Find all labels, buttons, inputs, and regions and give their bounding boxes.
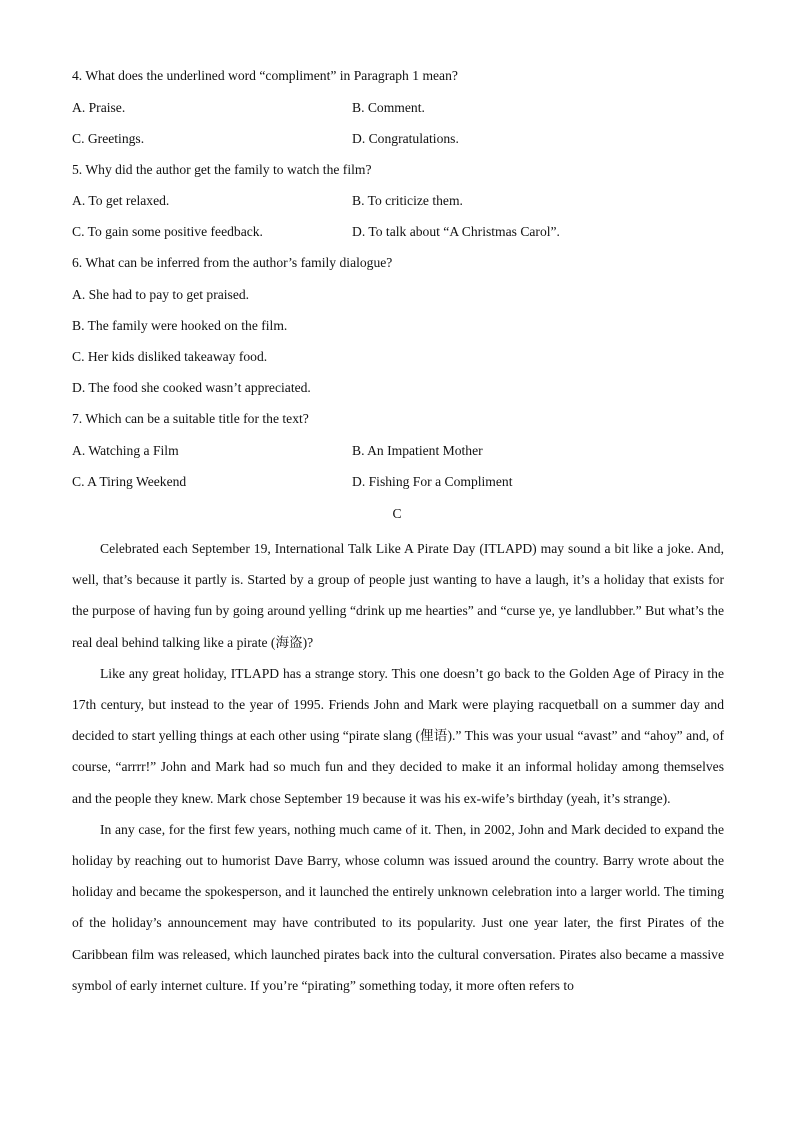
question-5-stem: 5. Why did the author get the family to watch the film? — [72, 162, 372, 177]
option-a: A. Watching a Film — [72, 443, 179, 458]
question-7-options-row-1 — [72, 441, 732, 461]
option-d: D. Fishing For a Compliment — [352, 474, 513, 489]
option-c: C. A Tiring Weekend — [72, 474, 187, 489]
option-b: B. Comment. — [352, 100, 425, 115]
option-c: C. Greetings. — [72, 131, 145, 146]
option-a: A. She had to pay to get praised. — [72, 287, 250, 302]
question-4-options-row-1 — [72, 98, 732, 118]
question-6-stem: 6. What can be inferred from the author’s family dialogue? — [72, 255, 393, 270]
option-b: B. To criticize them. — [352, 193, 463, 208]
passage-c — [72, 533, 724, 1001]
section-heading: C — [392, 506, 402, 521]
question-7-stem: 7. Which can be a suitable title for the text? — [72, 411, 309, 426]
option-d: D. To talk about “A Christmas Carol”. — [352, 224, 560, 239]
option-d: D. Congratulations. — [352, 131, 459, 146]
question-7-options-row-2 — [72, 472, 732, 492]
option-b: B. An Impatient Mother — [352, 443, 483, 458]
option-b: B. The family were hooked on the film. — [72, 318, 288, 333]
option-c: C. To gain some positive feedback. — [72, 224, 263, 239]
passage-paragraph-1: Celebrated each September 19, International Talk Like A Pirate Day (ITLAPD) may sound a bit like a joke. And, well, that’s because it partly is. Started by a group of people just wanting to have a laugh, it’s a holiday that exists for the purpose of having fun by going around yelling “drink up me hearties” and “curse ye, ye landlubber.” But what’s the real deal behind talking like a pirate (海盗)? — [72, 541, 724, 650]
option-d: D. The food she cooked wasn’t appreciated. — [72, 380, 311, 395]
question-4-options-row-2 — [72, 129, 732, 149]
option-a: A. Praise. — [72, 100, 126, 115]
passage-paragraph-3: In any case, for the first few years, nothing much came of it. Then, in 2002, John and Mark decided to expand the holiday by reaching out to humorist Dave Barry, whose column was issued around the country. Barry wrote about the holiday and became the spokesperson, and it launched the entirely unknown celebration into a larger world. The timing of the holiday’s announcement may have contributed to its popularity. Just one year later, the first Pirates of the Caribbean film was released, which launched pirates back into the cultural conversation. Pirates also became a massive symbol of early internet culture. If you’re “pirating” something today, it more often refers to — [72, 821, 724, 993]
option-c: C. Her kids disliked takeaway food. — [72, 349, 268, 364]
passage-paragraph-2: Like any great holiday, ITLAPD has a strange story. This one doesn’t go back to the Golden Age of Piracy in the 17th century, but instead to the year of 1995. Friends John and Mark were playing racquetball on a summer day and decided to start yelling things at each other using “pirate slang (俚语).” This was your usual “avast” and “ahoy” and, of course, “arrrr!” John and Mark had so much fun and they decided to make it an informal holiday among themselves and the people they knew. Mark chose September 19 because it was his ex-wife’s birthday (yeah, it’s strange). — [72, 665, 724, 806]
question-4-stem: 4. What does the underlined word “compliment” in Paragraph 1 mean? — [72, 68, 458, 83]
option-a: A. To get relaxed. — [72, 193, 170, 208]
question-5-options-row-2 — [72, 222, 732, 242]
question-5-options-row-1 — [72, 191, 732, 211]
